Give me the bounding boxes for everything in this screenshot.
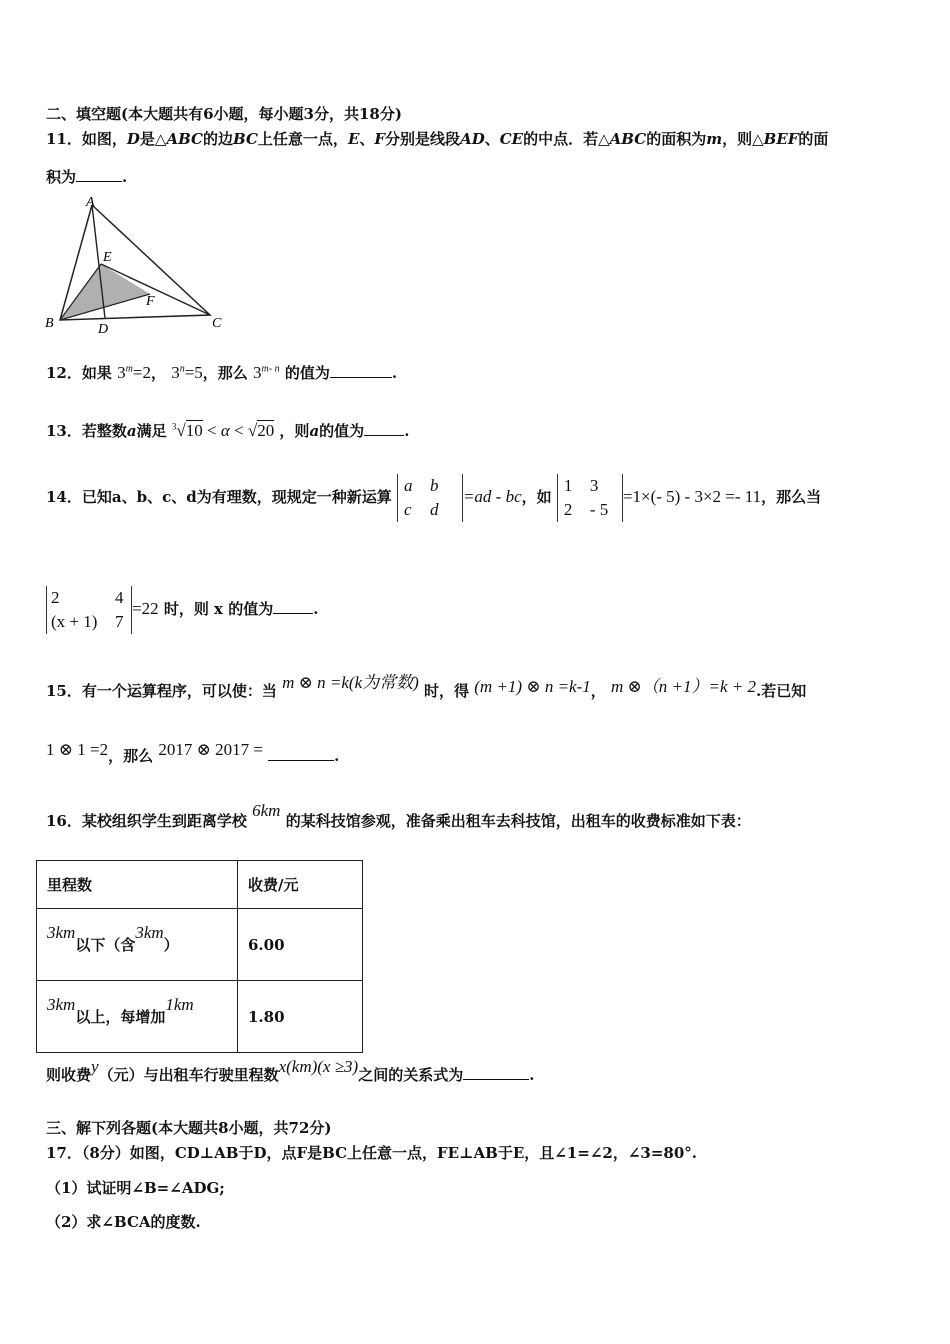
section-2-heading: 二、填空题(本大题共有6小题，每小题3分，共18分) [46, 105, 402, 123]
label-a: A [86, 195, 95, 210]
answer-blank[interactable] [364, 421, 404, 436]
q13-number: 13． [46, 422, 82, 440]
answer-blank[interactable] [463, 1065, 529, 1080]
answer-blank[interactable] [76, 167, 122, 182]
section-3-heading: 三、解下列各题(本大题共8小题，共72分) [46, 1119, 332, 1137]
question-15-line-2: 1 ⊗ 1 =2，那么 2017 ⊗ 2017 = . [46, 740, 340, 765]
answer-blank[interactable] [268, 746, 334, 761]
answer-blank[interactable] [273, 599, 313, 614]
row2-fee: 1.80 [238, 981, 363, 1053]
row1-distance: 3km以下（含3km） [37, 909, 238, 981]
q17-number: 17． [46, 1144, 82, 1162]
taxi-fee-table [36, 860, 363, 1053]
q15-number: 15． [46, 682, 82, 700]
q12-power-1: $3^m=2$ [117, 363, 151, 382]
question-14-line-2: 2 4 (x + 1) 7=22 时，则 x 的值为 . [46, 586, 318, 634]
question-11-line-2: 积为 . [46, 168, 128, 186]
header-distance: 里程数 [37, 861, 238, 909]
header-fee: 收费/元 [238, 861, 363, 909]
table-header-row [37, 861, 363, 909]
row2-distance: 3km以上，每增加1km [37, 981, 238, 1053]
label-d: D [98, 322, 109, 334]
q15-rule-2: (m +1) ⊗ n =k-1 [474, 677, 591, 696]
q12-power-2: $3^n=5$ [171, 363, 203, 382]
q16-number: 16． [46, 812, 82, 830]
q15-given: 1 ⊗ 1 =2 [46, 740, 109, 759]
q15-rule-3: m ⊗（n +1）=k + 2 [611, 677, 756, 696]
table-row [37, 909, 363, 981]
row1-fee: 6.00 [238, 909, 363, 981]
table-row [37, 981, 363, 1053]
determinant-example: 1 3 2 - 5 [557, 474, 623, 522]
q15-question: 2017 ⊗ 2017 = [158, 740, 263, 759]
label-c: C [212, 316, 222, 331]
q12-number: 12． [46, 364, 82, 382]
question-12: 12．如果 $3^m=2$， $3^n=5$，那么 3$^{m- n}$ 的值为 . [46, 363, 398, 382]
question-17-part-2: （2）求∠BCA的度数. [46, 1213, 201, 1231]
question-17: 17．（8分）如图，CD⊥AB于D，点F是BC上任意一点，FE⊥AB于E，且∠1=∠2，∠3=80°. [46, 1144, 698, 1162]
label-e: E [103, 250, 112, 265]
answer-blank[interactable] [330, 363, 392, 378]
label-f: F [146, 294, 155, 309]
question-15-line-1: 15．有一个运算程序，可以使：当 m ⊗ n =k(k为常数) 时，得 (m +1) ⊗ n =k-1， m ⊗（n +1）=k + 2.若已知 [46, 673, 807, 700]
triangle-figure [40, 192, 230, 334]
q11-number: 11． [46, 130, 82, 148]
q12-power-3: 3$^{m- n}$ [253, 363, 280, 382]
question-16: 16．某校组织学生到距离学校 6km 的某科技馆参观，准备乘出租车去科技馆，出租车的收费标准如下表： [46, 801, 751, 830]
q13-inequality: $^3$√10 < α < √20 [171, 421, 275, 440]
determinant-equation: 2 4 (x + 1) 7 [46, 586, 132, 634]
label-b: B [45, 316, 54, 331]
question-14-line-1: 14．已知a、b、c、d为有理数，现规定一种新运算 a b c d=ad - bc，如 1 3 2 - 5=1×(- 5) - 3×2 =- 11，那么当 [46, 474, 821, 522]
determinant-definition: a b c d [397, 474, 463, 522]
question-11-line-1: 11．如图，D是△ABC的边BC上任意一点，E、F分别是线段AD、CE的中点．若△ABC的面积为m，则△BEF的面 [46, 130, 829, 148]
q14-number: 14． [46, 488, 82, 506]
question-13: 13．若整数a满足 $^3$√10 < α < √20 ，则a的值为 . [46, 421, 410, 440]
q15-rule-1: m ⊗ n =k(k为常数) [282, 673, 419, 692]
question-16-answer-line: 则收费y（元）与出租车行驶里程数x(km)(x ≥3)之间的关系式为 . [46, 1057, 535, 1084]
question-17-part-1: （1）试证明∠B=∠ADG; [46, 1179, 225, 1197]
